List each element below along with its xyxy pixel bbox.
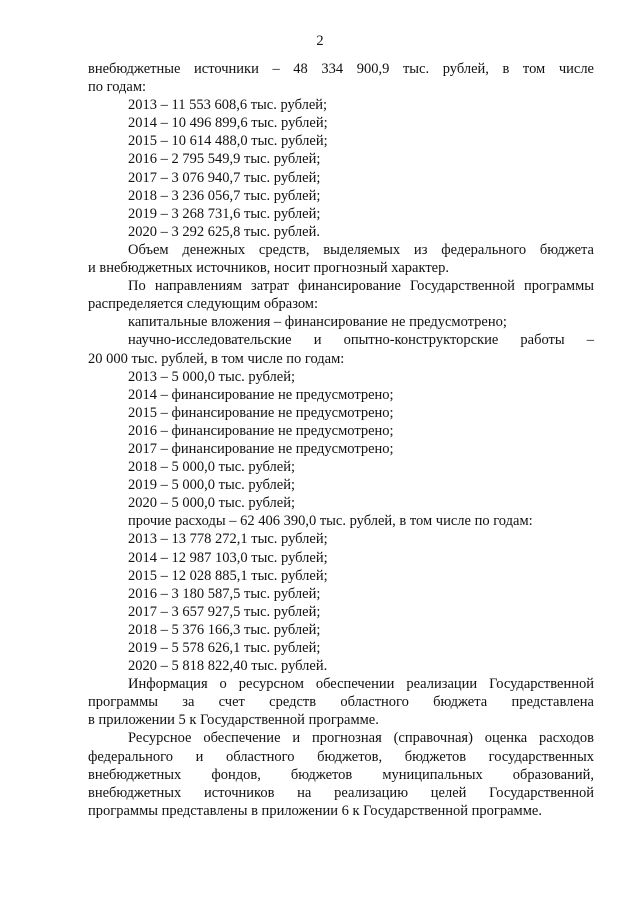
resource-para-line-1: Ресурсное обеспечение и прогнозная (справочная) оценка расходов (128, 730, 594, 747)
other-year-2014: 2014 – 12 987 103,0 тыс. рублей; (128, 549, 328, 566)
offbudget-year-2013: 2013 – 11 553 608,6 тыс. рублей; (128, 97, 328, 114)
document-body (88, 60, 594, 820)
other-year-2018: 2018 – 5 376 166,3 тыс. рублей; (128, 621, 321, 638)
rnd-year-2017: 2017 – финансирование не предусмотрено; (128, 440, 394, 457)
other-year-2019: 2019 – 5 578 626,1 тыс. рублей; (128, 640, 321, 656)
offbudget-line-2: по годам: (88, 79, 147, 96)
other-year-2015: 2015 – 12 028 885,1 тыс. рублей; (128, 567, 328, 584)
other-expenses-line-1: прочие расходы – 62 406 390,0 тыс. рублей, в том числе по годам: (128, 513, 533, 530)
rnd-year-2020: 2020 – 5 000,0 тыс. рублей; (128, 495, 295, 512)
other-year-2020: 2020 – 5 818 822,40 тыс. рублей. (128, 658, 328, 675)
rnd-year-2019: 2019 – 5 000,0 тыс. рублей; (128, 477, 295, 494)
offbudget-line-1: внебюджетные источники – 48 334 900,9 тыс. рублей, в том числе (88, 61, 594, 77)
other-year-2016: 2016 – 3 180 587,5 тыс. рублей; (128, 585, 321, 602)
offbudget-year-2017: 2017 – 3 076 940,7 тыс. рублей; (128, 169, 321, 186)
resource-para-line-2: федерального и областного бюджетов, бюджетов государственных (88, 748, 594, 765)
rnd-year-2015: 2015 – финансирование не предусмотрено; (128, 404, 394, 421)
rnd-line-2: 20 000 тыс. рублей, в том числе по годам: (88, 350, 345, 367)
distribution-para-line-1: По направлениям затрат финансирование Государственной программы (128, 278, 594, 295)
rnd-line-1: научно-исследовательские и опытно-конструкторские работы – (128, 332, 594, 349)
resource-para-line-5: программы представлены в приложении 6 к Государственной программе. (88, 802, 542, 819)
offbudget-year-2020: 2020 – 3 292 625,8 тыс. рублей. (128, 223, 320, 240)
rnd-year-2018: 2018 – 5 000,0 тыс. рублей; (128, 459, 295, 476)
capital-investment-line: капитальные вложения – финансирование не предусмотрено; (128, 314, 507, 331)
rnd-year-2016: 2016 – финансирование не предусмотрено; (128, 422, 394, 439)
info-para-line-3: в приложении 5 к Государственной программе. (88, 712, 379, 729)
resource-para-line-3: внебюджетных фондов, бюджетов муниципальных образований, (88, 766, 594, 783)
other-year-2017: 2017 – 3 657 927,5 тыс. рублей; (128, 603, 321, 620)
offbudget-year-2014: 2014 – 10 496 899,6 тыс. рублей; (128, 115, 328, 132)
offbudget-year-2016: 2016 – 2 795 549,9 тыс. рублей; (128, 151, 321, 168)
page-number: 2 (316, 33, 324, 49)
offbudget-year-2015: 2015 – 10 614 488,0 тыс. рублей; (128, 133, 328, 150)
offbudget-year-2018: 2018 – 3 236 056,7 тыс. рублей; (128, 187, 321, 204)
distribution-para-line-2: распределяется следующим образом: (88, 296, 319, 313)
rnd-year-2014: 2014 – финансирование не предусмотрено; (128, 386, 394, 403)
info-para-line-2: программы за счет средств областного бюджета представлена (88, 694, 594, 711)
info-para-line-1: Информация о ресурсном обеспечении реализации Государственной (128, 676, 594, 693)
forecast-para-line-2: и внебюджетных источников, носит прогнозный характер. (88, 260, 449, 277)
resource-para-line-4: внебюджетных источников на реализацию целей Государственной (88, 784, 594, 801)
offbudget-year-2019: 2019 – 3 268 731,6 тыс. рублей; (128, 205, 321, 222)
forecast-para-line-1: Объем денежных средств, выделяемых из федерального бюджета (128, 241, 594, 258)
rnd-year-2013: 2013 – 5 000,0 тыс. рублей; (128, 368, 295, 385)
other-year-2013: 2013 – 13 778 272,1 тыс. рублей; (128, 531, 328, 548)
